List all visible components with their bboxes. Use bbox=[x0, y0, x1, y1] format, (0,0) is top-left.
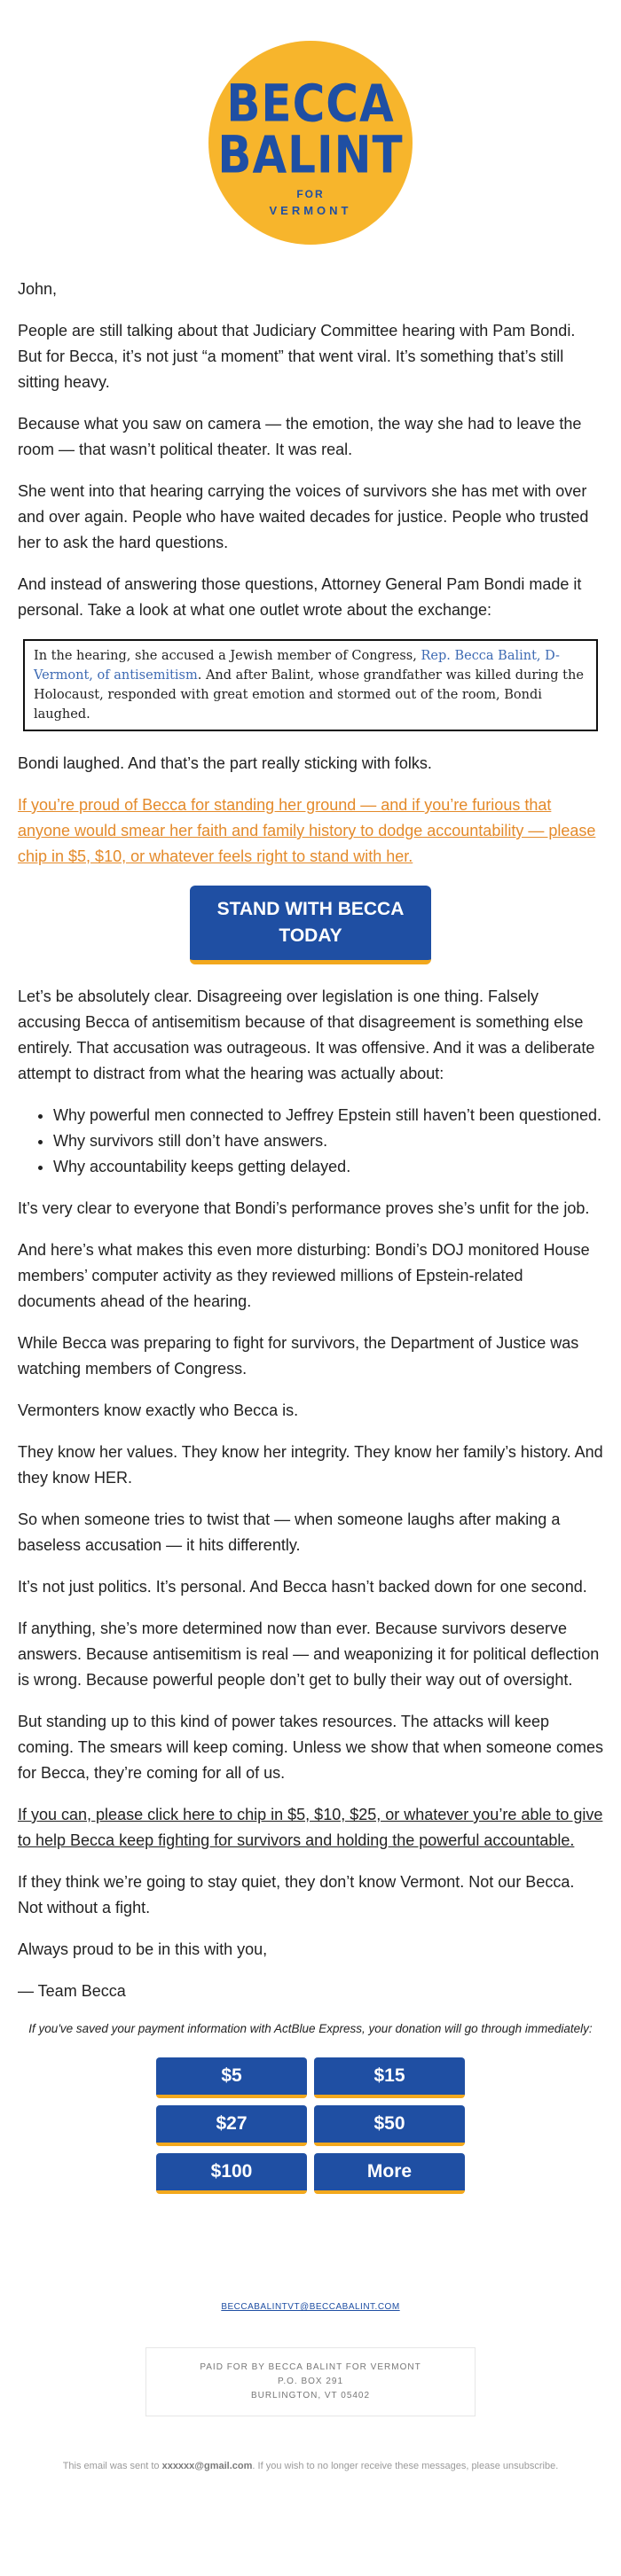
po-box-text: P.O. BOX 291 bbox=[277, 2377, 344, 2386]
paragraph: And instead of answering those questions, Attorney General Pam Bondi made it personal. Take a look at what one outlet wrote about the exchange: bbox=[18, 575, 582, 619]
bullet-list bbox=[18, 1103, 603, 1180]
logo-line-2: BALINT bbox=[217, 125, 404, 185]
news-quote-box bbox=[23, 639, 598, 731]
sign-off: Always proud to be in this with you, bbox=[18, 1940, 268, 1958]
donate-5-button[interactable]: $5 bbox=[156, 2057, 307, 2098]
paragraph: It’s not just politics. It’s personal. And Becca hasn’t backed down for one second. bbox=[18, 1578, 587, 1596]
unsubscribe-notice bbox=[18, 2461, 603, 2471]
quote-text-before: In the hearing, she accused a Jewish member of Congress, bbox=[34, 649, 421, 663]
paragraph: Vermonters know exactly who Becca is. bbox=[18, 1401, 299, 1419]
paragraph: They know her values. They know her integrity. They know her family’s history. And they know HER. bbox=[18, 1443, 603, 1487]
signature: — Team Becca bbox=[18, 1982, 126, 2000]
paragraph: Let’s be absolutely clear. Disagreeing over legislation is one thing. Falsely accusing Becca of antisemitism because of that disagreement is something else entirely. That accusation was outrageous. It was offensive. And it was a deliberate attempt to distract from what the hearing was actually about: bbox=[18, 987, 595, 1082]
recipient-email: xxxxxx@gmail.com bbox=[161, 2461, 253, 2471]
paragraph: Bondi laughed. And that’s the part really sticking with folks. bbox=[18, 754, 432, 772]
unsub-prefix: This email was sent to bbox=[62, 2461, 162, 2471]
donate-100-button[interactable]: $100 bbox=[156, 2153, 307, 2194]
email-body bbox=[18, 0, 603, 2471]
donation-amount-grid bbox=[156, 2057, 465, 2194]
list-item: • Why survivors still don’t have answers. bbox=[53, 1128, 603, 1154]
donate-15-button[interactable]: $15 bbox=[314, 2057, 465, 2098]
donate-27-button[interactable]: $27 bbox=[156, 2105, 307, 2146]
chip-in-text-link[interactable]: If you can, please click here to chip in $5, $10, $25, or whatever you’re able to give to help Becca keep fighting for survivors and holding the powerful accountable. bbox=[18, 1806, 603, 1849]
stand-with-becca-button[interactable]: STAND WITH BECCA TODAY bbox=[190, 886, 431, 964]
paragraph: So when someone tries to twist that — when someone laughs after making a baseless accusation — it hits differently. bbox=[18, 1510, 561, 1554]
donate-text-link[interactable]: If you’re proud of Becca for standing her ground — and if you’re furious that anyone would smear her faith and family history to dodge accountability — please chip in $5, $10, or whatever feels right to stand with her. bbox=[18, 796, 596, 865]
paragraph: If anything, she’s more determined now than ever. Because survivors deserve answers. Because antisemitism is real — and weaponizing it for political deflection is wrong. Because powerful people don’t get to bully their way out of oversight. bbox=[18, 1620, 600, 1689]
list-item: • Why powerful men connected to Jeffrey Epstein still haven’t been questioned. bbox=[53, 1103, 603, 1128]
campaign-logo[interactable] bbox=[208, 41, 413, 245]
paragraph: She went into that hearing carrying the voices of survivors she has met with over and over again. People who have waited decades for justice. People who trusted her to ask the hard questions. bbox=[18, 482, 589, 551]
logo-line-4: VERMONT bbox=[269, 204, 352, 217]
paid-by-text: PAID FOR BY BECCA BALINT FOR VERMONT bbox=[200, 2362, 421, 2372]
footer-email bbox=[18, 2302, 603, 2312]
city-text: BURLINGTON, VT 05402 bbox=[250, 2391, 371, 2400]
unsub-suffix[interactable]: . If you wish to no longer receive these messages, please unsubscribe. bbox=[252, 2461, 559, 2471]
logo-line-3: FOR bbox=[296, 188, 325, 200]
donate-more-button[interactable]: More bbox=[314, 2153, 465, 2194]
quote-text-after: . And after Balint, whose grandfather was killed during the Holocaust, responded with great emotion and stormed out of the room, Bondi laughed. bbox=[34, 668, 584, 722]
list-item: • Why accountability keeps getting delayed. bbox=[53, 1154, 603, 1180]
paragraph: But standing up to this kind of power takes resources. The attacks will keep coming. The smears will keep coming. Unless we show that when someone comes for Becca, they’re coming for all of us. bbox=[18, 1713, 603, 1782]
paid-for-box bbox=[145, 2347, 476, 2416]
greeting: John, bbox=[18, 280, 58, 298]
footer-email-link[interactable]: BECCABALINTVT@BECCABALINT.COM bbox=[221, 2302, 400, 2312]
logo-line-1: BECCA bbox=[226, 74, 395, 134]
actblue-express-note: If you've saved your payment information with ActBlue Express, your donation will go through immediately: bbox=[28, 2022, 593, 2035]
donate-50-button[interactable]: $50 bbox=[314, 2105, 465, 2146]
quote-link[interactable]: Rep. Becca Balint, D- Vermont, of antisemitism bbox=[34, 649, 560, 683]
paragraph: People are still talking about that Judiciary Committee hearing with Pam Bondi. But for Becca, it’s not just “a moment” that went viral. It’s something that’s still sitting heavy. bbox=[18, 322, 576, 391]
paragraph: Because what you saw on camera — the emotion, the way she had to leave the room — that wasn’t political theater. It was real. bbox=[18, 415, 582, 458]
paragraph: And here’s what makes this even more disturbing: Bondi’s DOJ monitored House members’ computer activity as they reviewed millions of Epstein-related documents ahead of the hearing. bbox=[18, 1241, 590, 1310]
paragraph: It’s very clear to everyone that Bondi’s performance proves she’s unfit for the job. bbox=[18, 1199, 590, 1217]
paragraph: If they think we’re going to stay quiet, they don’t know Vermont. Not our Becca. Not without a fight. bbox=[18, 1873, 575, 1916]
paragraph: While Becca was preparing to fight for survivors, the Department of Justice was watching members of Congress. bbox=[18, 1334, 579, 1378]
